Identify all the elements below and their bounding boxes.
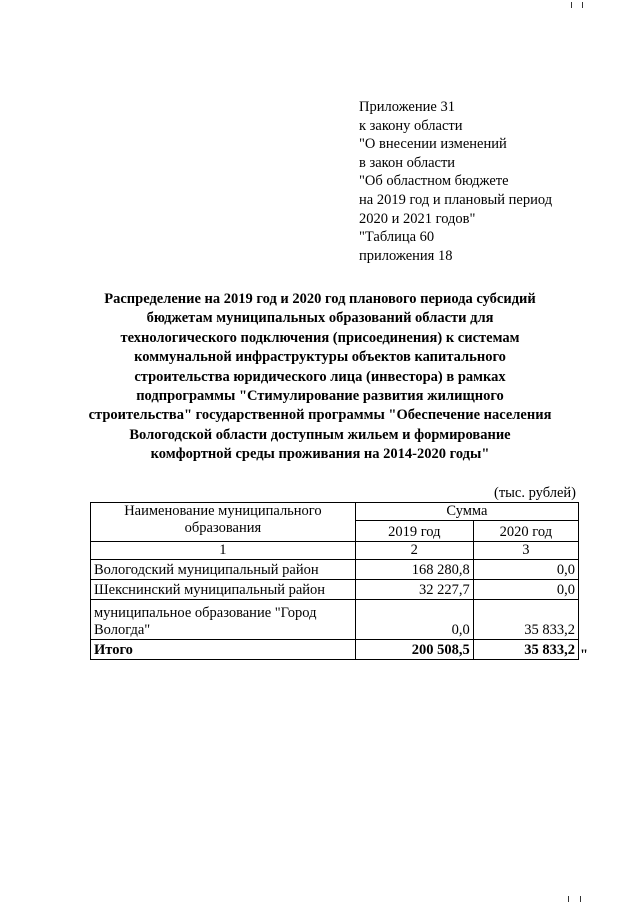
header-sum-cell: Сумма	[355, 503, 578, 521]
closing-quote: "	[580, 647, 589, 663]
title-line: Вологодской области доступным жильем и формирование	[129, 426, 511, 443]
appendix-line: приложения 18	[359, 247, 453, 264]
title-line: технологического подключения (присоединения) к системам	[120, 329, 520, 346]
row-2020-cell: 0,0	[473, 560, 578, 580]
appendix-line: "Таблица 60	[359, 229, 435, 246]
appendix-line: к закону области	[359, 117, 463, 134]
row-name-cell: Шекснинский муниципальный район	[91, 580, 356, 600]
subsidy-table	[90, 502, 579, 660]
column-number: 3	[473, 542, 578, 560]
header-name-cell: Наименование муниципального образования	[91, 503, 356, 542]
row-name-cell: Вологодский муниципальный район	[91, 560, 356, 580]
title-line: бюджетам муниципальных образований области для	[146, 310, 494, 327]
appendix-header	[359, 98, 619, 265]
document-title	[60, 290, 580, 465]
column-number: 2	[355, 542, 473, 560]
row-2019-cell: 168 280,8	[355, 560, 473, 580]
header-2019-cell: 2019 год	[355, 521, 473, 542]
title-line: коммунальной инфраструктуры объектов капитального	[134, 349, 506, 366]
appendix-line: Приложение 31	[359, 99, 455, 115]
header-2020-cell: 2020 год	[473, 521, 578, 542]
appendix-line: "О внесении изменений	[359, 136, 507, 153]
scan-mark	[571, 2, 572, 8]
table-row	[91, 580, 579, 600]
scan-mark	[582, 2, 583, 8]
total-2019-cell: 200 508,5	[355, 640, 473, 660]
title-line: подпрограммы "Стимулирование развития жилищного	[136, 388, 504, 405]
table-row	[91, 600, 579, 640]
title-line: комфортной среды проживания на 2014-2020 годы"	[150, 446, 490, 463]
title-line: Распределение на 2019 год и 2020 год планового периода субсидий	[104, 291, 536, 307]
table-total-row	[91, 640, 579, 660]
row-2020-cell: 35 833,2	[473, 600, 578, 640]
appendix-line: "Об областном бюджете	[359, 173, 509, 190]
row-2019-cell: 0,0	[355, 600, 473, 640]
row-2019-cell: 32 227,7	[355, 580, 473, 600]
row-name-cell: муниципальное образование "Город Вологда"	[91, 600, 356, 640]
appendix-line: на 2019 год и плановый период	[359, 191, 553, 208]
appendix-line: в закон области	[359, 154, 456, 171]
column-number-row	[91, 542, 579, 560]
column-number: 1	[91, 542, 356, 560]
appendix-line: 2020 и 2021 годов"	[359, 210, 476, 227]
row-2020-cell: 0,0	[473, 580, 578, 600]
table-row	[91, 560, 579, 580]
scan-mark	[568, 896, 569, 902]
units-label: (тыс. рублей)	[494, 485, 576, 501]
table-header-row	[91, 503, 579, 521]
total-name-cell: Итого	[91, 640, 356, 660]
total-2020-cell: 35 833,2	[473, 640, 578, 660]
title-line: строительства" государственной программы "Обеспечение населения	[88, 407, 552, 424]
scan-mark	[580, 896, 581, 902]
title-line: строительства юридического лица (инвестора) в рамках	[134, 368, 506, 385]
